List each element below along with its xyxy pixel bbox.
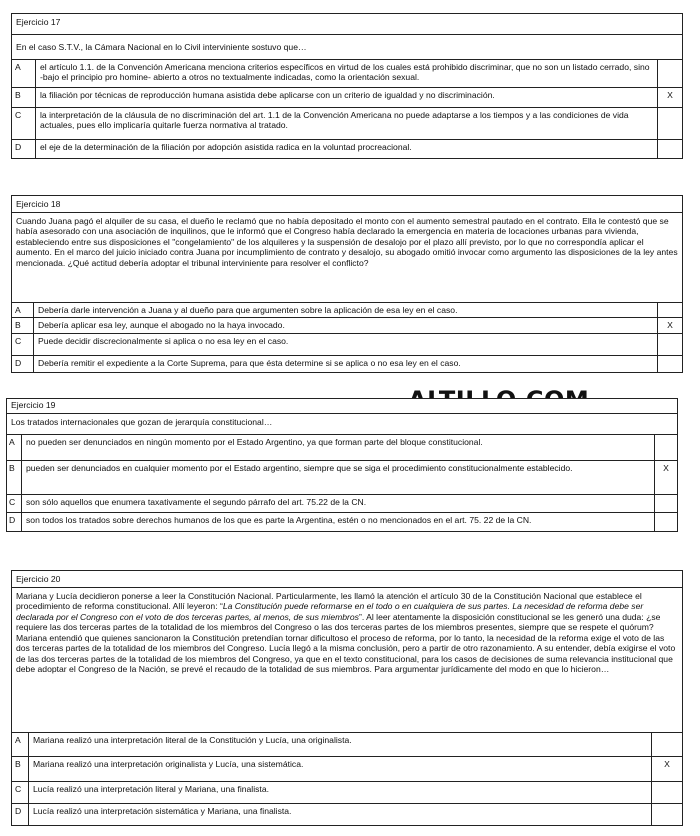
option-row-a — [12, 60, 682, 88]
exercise-title: Ejercicio 19 — [11, 400, 56, 410]
option-letter: C — [12, 782, 29, 803]
option-letter: B — [12, 757, 29, 781]
option-row-a — [12, 303, 682, 318]
answer-mark — [658, 356, 682, 372]
option-letter: D — [7, 513, 22, 531]
option-row-c — [7, 495, 677, 513]
question-row — [12, 35, 682, 60]
option-text: no pueden ser denunciados en ningún momento por el Estado Argentino, ya que forman parte del bloque constitucional. — [22, 435, 655, 460]
option-text: son todos los tratados sobre derechos humanos de los que es parte la Argentina, estén o no mencionados en el art. 75. 22 de la CN. — [22, 513, 655, 531]
exercise-title: Ejercicio 17 — [16, 17, 61, 27]
question-text-part-2: ”. Al leer atentamente la disposición constitucional se les generó una duda: ¿se requiere las dos terceras partes de la totalidad de los miembros del Congreso o las dos terceras partes de los miembros presentes, siempre que se respete el quórum? Mariana entendió que quienes sancionaron la Constitución pretendían tornar dificultoso el proceso de reforma, por lo tanto, la necesidad de la reforma exige el voto de las dos terceras partes de la totalidad de los miembros del Congreso. Lucía llegó a la misma conclusión, pero a partir de otro razonamiento. A su entender, debía exigirse el voto de las dos terceras partes de la totalidad de los miembros del Congreso, ya que en el texto constitucional, para los casos de decisiones de suma relevancia institucional que debe adoptar el Congreso de la Nación, se prevé el recaudo de la totalidad de sus miembros. Para argumentar jurídicamente del modo en que lo hicieron… — [16, 611, 676, 675]
answer-mark — [652, 733, 682, 756]
option-row-a — [12, 733, 682, 757]
option-text: el eje de la determinación de la filiación por adopción asistida radica en la voluntad procreacional. — [36, 140, 658, 158]
option-letter: D — [12, 140, 36, 158]
exercise-20 — [11, 570, 683, 826]
exercise-title-row — [12, 196, 682, 213]
exercise-title-row — [12, 14, 682, 35]
option-row-c — [12, 334, 682, 356]
answer-mark — [658, 140, 682, 158]
option-letter: C — [12, 334, 34, 355]
option-letter: A — [12, 303, 34, 317]
answer-mark — [652, 804, 682, 825]
option-row-c — [12, 782, 682, 804]
question-text: Los tratados internacionales que gozan de jerarquía constitucional… — [11, 417, 273, 427]
answer-mark — [658, 334, 682, 355]
option-text: Debería remitir el expediente a la Corte Suprema, para que ésta determine si se aplica o no esa ley en el caso. — [34, 356, 658, 372]
question-row — [12, 588, 682, 733]
answer-mark: X — [667, 320, 673, 330]
question-text — [12, 588, 682, 732]
exercise-17 — [11, 13, 683, 159]
option-row-c — [12, 108, 682, 140]
exercise-19 — [6, 398, 678, 532]
option-letter: A — [12, 733, 29, 756]
option-row-a — [7, 435, 677, 461]
option-text: Lucía realizó una interpretación literal y Mariana, una finalista. — [29, 782, 652, 803]
answer-mark — [655, 435, 677, 460]
option-row-b — [7, 461, 677, 495]
option-text: Puede decidir discrecionalmente si aplica o no esa ley en el caso. — [34, 334, 658, 355]
question-text: En el caso S.T.V., la Cámara Nacional en lo Civil interviniente sostuvo que… — [16, 41, 307, 52]
answer-mark: X — [663, 463, 669, 473]
exercise-title: Ejercicio 20 — [16, 574, 61, 584]
answer-mark: X — [667, 90, 673, 100]
answer-mark — [658, 303, 682, 317]
answer-mark — [658, 108, 682, 139]
option-letter: A — [12, 60, 36, 87]
answer-mark — [655, 513, 677, 531]
option-letter: D — [12, 356, 34, 372]
option-text: Debería aplicar esa ley, aunque el abogado no la haya invocado. — [34, 318, 658, 333]
question-row — [7, 414, 677, 435]
option-text: el artículo 1.1. de la Convención Americana menciona criterios específicos en virtud de los cuales está prohibido discriminar, que no son un listado cerrado, sino -bajo el principio pro homine- abierto a otros no textualmente indicadas, como la orientación sexual. — [36, 60, 658, 87]
option-letter: B — [7, 461, 22, 494]
option-text: Mariana realizó una interpretación literal de la Constitución y Lucía, una originalista. — [29, 733, 652, 756]
option-row-d — [12, 140, 682, 158]
option-row-d — [7, 513, 677, 531]
answer-mark — [658, 60, 682, 87]
exercise-title-row — [12, 571, 682, 588]
option-row-b — [12, 88, 682, 108]
option-row-d — [12, 804, 682, 826]
option-text: Debería darle intervención a Juana y al dueño para que argumenten sobre la aplicación de esa ley en el caso. — [34, 303, 658, 317]
question-text-part-1: Mariana y Lucía decidieron ponerse a leer la Constitución Nacional. Particularmente, les llamó la atención el artículo 30 de la Constitución Nacional que establece el procedimiento de reforma constitucional. Allí leyeron: “ — [16, 591, 642, 612]
question-text: Cuando Juana pagó el alquiler de su casa, el dueño le reclamó que no había depositado el monto con el aumento semestral pautado en el contrato. Ella le contestó que se había asesorado con una asociación de inquilinos, que le informó que el Congreso había declarado la emergencia en materia de locaciones urbanas para vivienda, estableciendo entre sus disposiciones el "congelamiento" de los alquileres y la suspensión de desalojo por el plazo allí previsto, por lo que no correspondía aplicar el aumento. En el marco del juicio iniciado contra Juana por incumplimiento de contrato y desalojo, su abogado omitió invocar como argumento las disposiciones de la ley antes mencionada. ¿Qué actitud debería adoptar el tribunal interviniente para resolver el conflicto? — [16, 216, 678, 268]
option-text: son sólo aquellos que enumera taxativamente el segundo párrafo del art. 75.22 de la CN. — [22, 495, 655, 512]
option-letter: B — [12, 318, 34, 333]
exercise-title: Ejercicio 18 — [16, 199, 61, 209]
option-letter: C — [12, 108, 36, 139]
option-text: pueden ser denunciados en cualquier momento por el Estado argentino, siempre que se siga el procedimiento constitucionalmente establecido. — [22, 461, 655, 494]
question-row — [12, 213, 682, 303]
exercise-title-row — [7, 399, 677, 414]
option-text: la filiación por técnicas de reproducción humana asistida debe aplicarse con un criterio de igualdad y no discriminación. — [36, 88, 658, 107]
option-text: Lucía realizó una interpretación sistemática y Mariana, una finalista. — [29, 804, 652, 825]
answer-mark — [652, 782, 682, 803]
option-letter: A — [7, 435, 22, 460]
article-30-quote: La Constitución puede reformarse en el todo o en cualquiera de sus partes. La necesidad de reforma debe ser declarada por el Congreso con el voto de dos terceras partes, al menos, de sus miembros — [16, 601, 644, 622]
option-row-b — [12, 318, 682, 334]
option-row-b — [12, 757, 682, 782]
answer-mark — [655, 495, 677, 512]
exercise-18 — [11, 195, 683, 373]
option-text: Mariana realizó una interpretación originalista y Lucía, una sistemática. — [29, 757, 652, 781]
option-letter: D — [12, 804, 29, 825]
option-text: la interpretación de la cláusula de no discriminación del art. 1.1 de la Convención Americana no puede adaptarse a los tiempos y a las condiciones de vida actuales, pues ello implicaría quitarle fuerza normativa al tratado. — [36, 108, 658, 139]
option-letter: B — [12, 88, 36, 107]
answer-mark: X — [664, 759, 670, 769]
option-row-d — [12, 356, 682, 372]
option-letter: C — [7, 495, 22, 512]
